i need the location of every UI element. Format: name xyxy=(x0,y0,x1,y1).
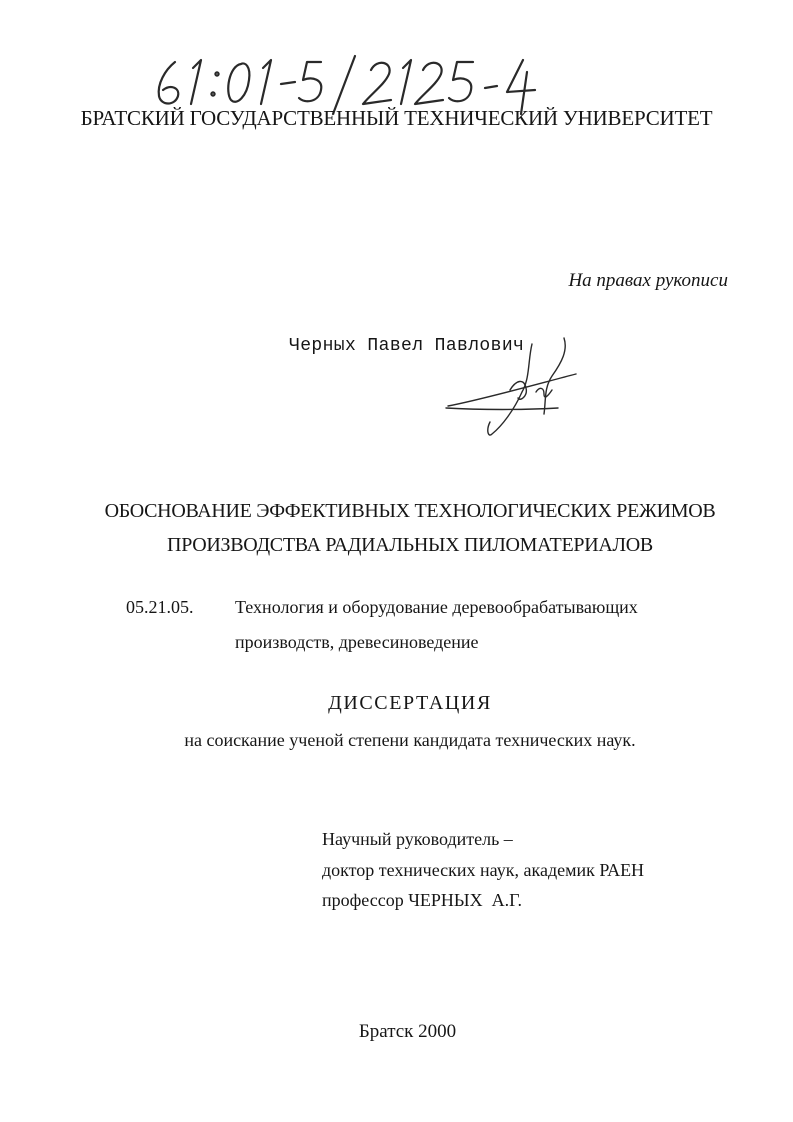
dissertation-title-line-1: ОБОСНОВАНИЕ ЭФФЕКТИВНЫХ ТЕХНОЛОГИЧЕСКИХ РЕЖИМОВ xyxy=(104,500,716,522)
specialty-name-line-2: производств, древесиноведение xyxy=(235,632,479,652)
advisor-degree: доктор технических наук, академик РАЕН xyxy=(322,860,645,880)
specialty-name-line-1: Технология и оборудование деревообрабатывающих xyxy=(235,597,638,617)
document-type: ДИССЕРТАЦИЯ xyxy=(328,692,492,714)
author-signature xyxy=(440,330,590,442)
degree-statement: на соискание ученой степени кандидата технических наук. xyxy=(184,730,636,750)
author-name: Черных Павел Павлович xyxy=(289,336,525,356)
advisor-label: Научный руководитель – xyxy=(322,829,513,849)
signature-drawing xyxy=(440,330,590,442)
dissertation-title-line-2: ПРОИЗВОДСТВА РАДИАЛЬНЫХ ПИЛОМАТЕРИАЛОВ xyxy=(167,534,653,556)
city-year: Братск 2000 xyxy=(358,1021,457,1042)
university-name: БРАТСКИЙ ГОСУДАРСТВЕННЫЙ ТЕХНИЧЕСКИЙ УНИВЕРСИТЕТ xyxy=(80,106,713,130)
specialty-code: 05.21.05. xyxy=(126,597,194,617)
advisor-name: профессор ЧЕРНЫХ А.Г. xyxy=(322,890,522,910)
manuscript-note: На правах рукописи xyxy=(568,270,728,291)
